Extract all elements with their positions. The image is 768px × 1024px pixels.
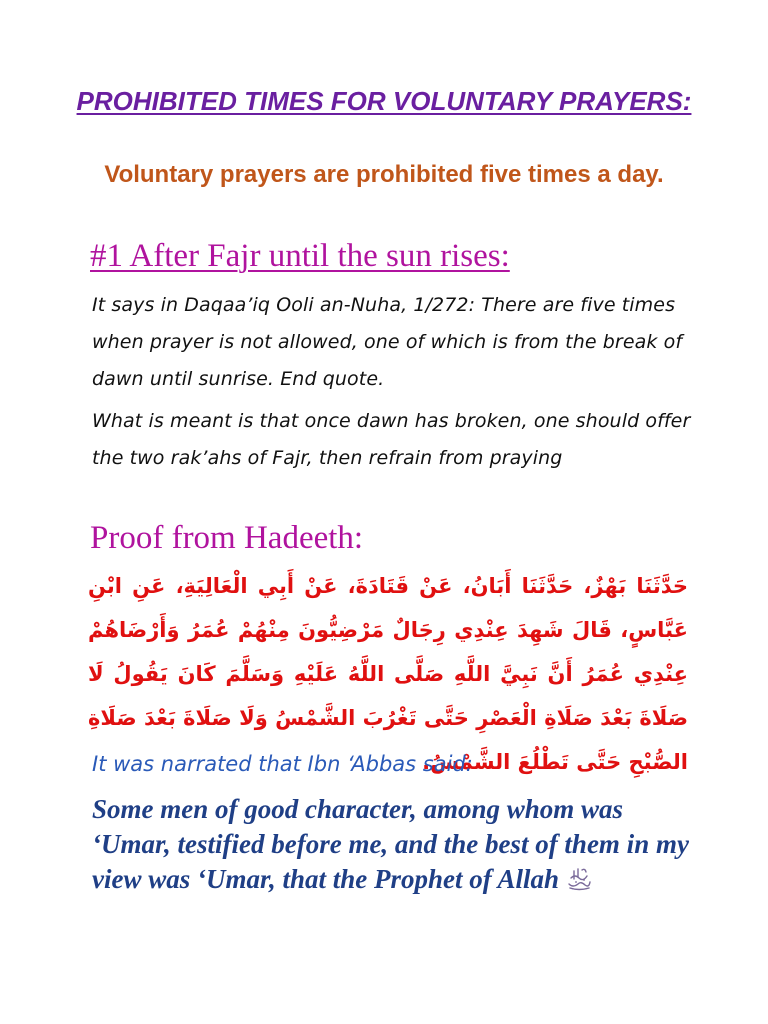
document-title: PROHIBITED TIMES FOR VOLUNTARY PRAYERS:	[76, 86, 692, 116]
body-paragraph-explanation: What is meant is that once dawn has broken, one should offer the two rak’ahs of Fajr, then refrain from praying	[92, 410, 691, 469]
section-heading-proof: Proof from Hadeeth:	[90, 520, 364, 556]
hadeeth-translation	[92, 792, 692, 897]
salutation-calligraphy-icon	[565, 864, 593, 892]
body-paragraph-quote: It says in Daqaa’iq Ooli an-Nuha, 1/272: There are five times when prayer is not allowed, one of which is from the break of dawn until sunrise. End quote.	[92, 294, 683, 390]
narration-intro: It was narrated that Ibn ‘Abbas said:	[92, 752, 473, 776]
translation-text: Some men of good character, among whom was ‘Umar, testified before me, and the best of them in my view was ‘Umar, that the Prophet of Allah	[92, 794, 689, 894]
document-subtitle: Voluntary prayers are prohibited five times a day.	[104, 161, 664, 188]
section-heading-after-fajr: #1 After Fajr until the sun rises:	[90, 238, 510, 274]
arabic-hadeeth-text: حَدَّثَنَا بَهْزٌ، حَدَّثَنَا أَبَانُ، عَنْ قَتَادَةَ، عَنْ أَبِي الْعَالِيَةِ، عَنِ ابْنِ عَبَّاسٍ، قَالَ شَهِدَ عِنْدِي رِجَالٌ مَرْضِيُّونَ مِنْهُمْ عُمَرُ وَأَرْضَاهُمْ عِنْدِي عُمَرُ أَنَّ نَبِيَّ اللَّهِ صَلَّى اللَّهُ عَلَيْهِ وَسَلَّمَ كَانَ يَقُولُ لَا صَلَاةَ بَعْدَ صَلَاةِ الْعَصْرِ حَتَّى تَغْرُبَ الشَّمْسُ وَلَا صَلَاةَ بَعْدَ صَلَاةِ الصُّبْحِ حَتَّى تَطْلُعَ الشَّمْسُ.	[88, 574, 688, 774]
